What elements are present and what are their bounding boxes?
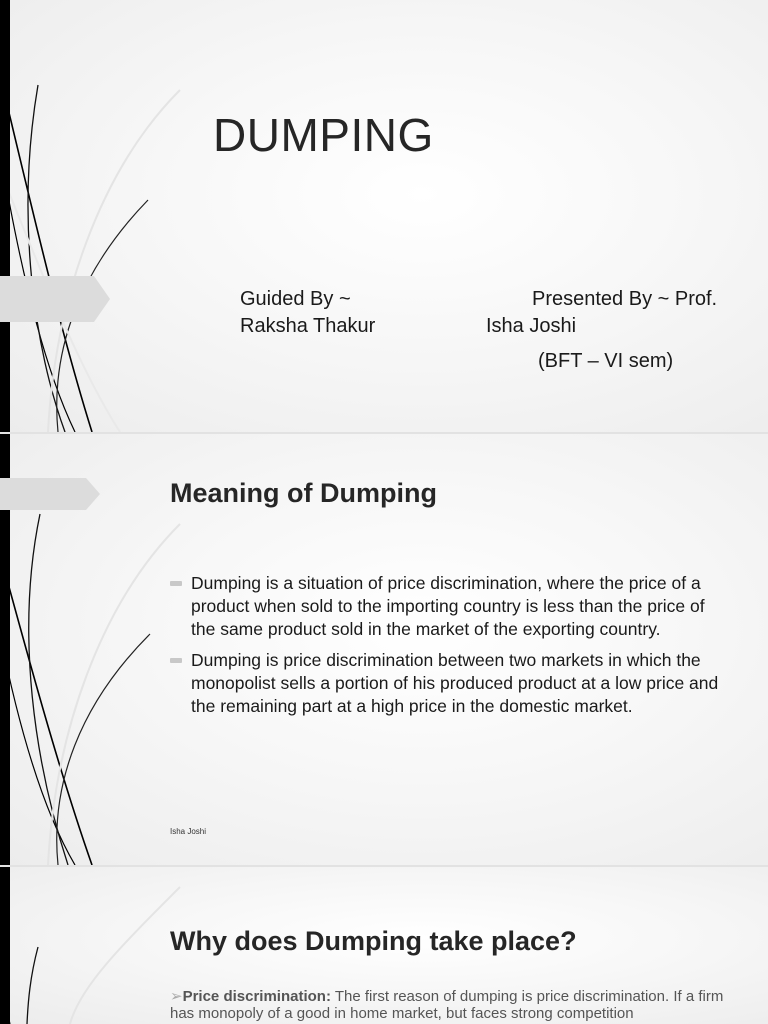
- body-paragraph: [170, 988, 742, 1022]
- slide-tab-marker: [0, 276, 112, 322]
- curved-lines-decoration: [0, 0, 200, 432]
- presented-by-label: Presented By ~ Prof.: [532, 288, 718, 310]
- arrow-bullet-icon: ➢: [170, 988, 183, 1005]
- presenter-name: Isha Joshi: [486, 315, 577, 337]
- guide-name: Raksha Thakur: [240, 315, 376, 337]
- slide-heading: Meaning of Dumping: [170, 478, 437, 508]
- presenter-class: (BFT – VI sem): [538, 350, 674, 372]
- slide-heading: Why does Dumping take place?: [170, 926, 577, 956]
- slide-2: [0, 434, 768, 865]
- bullet-item: [170, 649, 730, 718]
- left-edge-bar: [0, 0, 10, 432]
- slide-title: DUMPING: [213, 109, 434, 161]
- bullet-marker-icon: [170, 658, 182, 663]
- bullet-list: [170, 572, 730, 726]
- bullet-marker-icon: [170, 581, 182, 586]
- slide-tab-marker: [0, 478, 102, 510]
- guided-by-label: Guided By ~: [240, 288, 351, 310]
- slide-footer: Isha Joshi: [170, 827, 207, 836]
- point-text: The first reason of dumping is price discrimination. If a firm has monopoly of a good in home market, but faces strong competition: [170, 988, 724, 1022]
- slide-3: [0, 867, 768, 1024]
- bullet-item: [170, 572, 730, 641]
- left-edge-bar: [0, 867, 10, 1024]
- point-label: Price discrimination:: [182, 988, 331, 1005]
- bullet-text: Dumping is a situation of price discrimination, where the price of a product when sold to the importing country is less than the price of the same product sold in the market of the exporting country.: [191, 573, 705, 639]
- bullet-text: Dumping is price discrimination between two markets in which the monopolist sells a portion of his produced product at a low price and the remaining part at a high price in the domestic market.: [191, 650, 719, 716]
- slide-1: [0, 0, 768, 432]
